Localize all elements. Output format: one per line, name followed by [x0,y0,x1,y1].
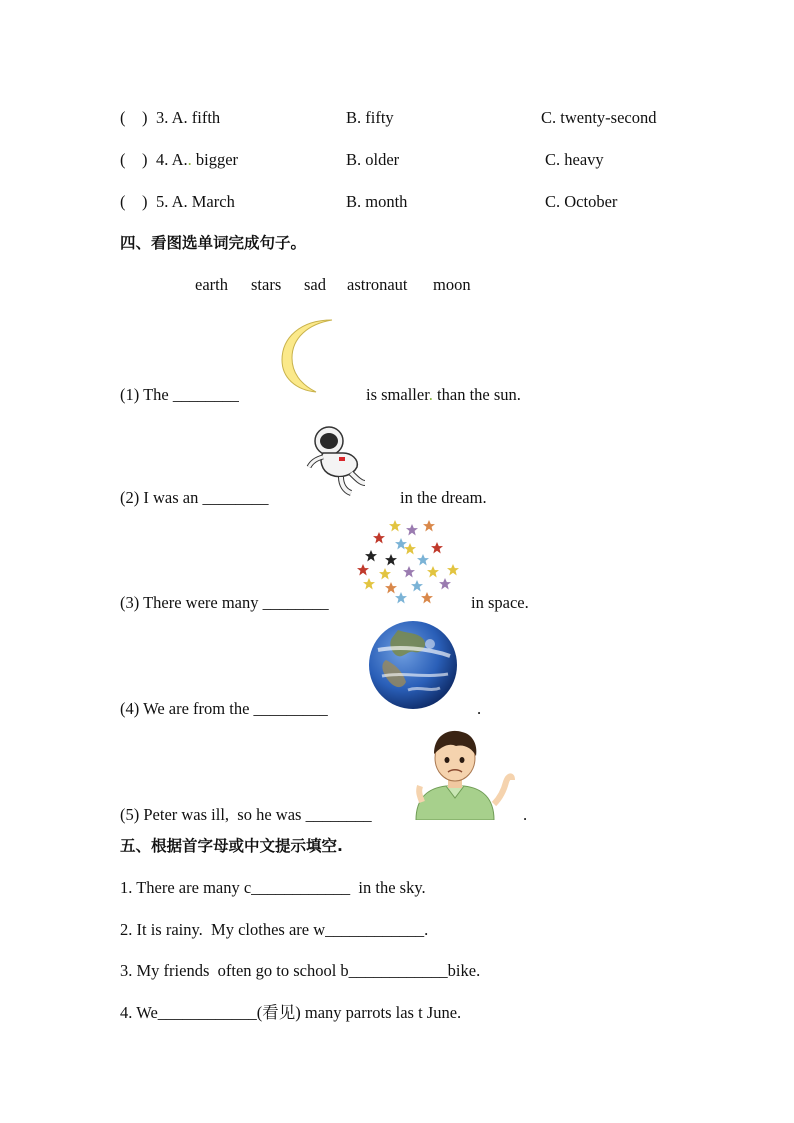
sad-boy-icon [402,724,516,820]
sentence-5-start: (5) Peter was ill, so he was ________ [120,805,372,824]
sentence-4-start: (4) We are from the _________ [120,699,328,718]
mark-dot: . [428,385,433,404]
fill-item-2: 2. It is rainy. My clothes are w____________. [120,920,429,939]
sentence-2-end: in the dream. [400,488,487,507]
word-bank-sad: sad [304,275,326,294]
astronaut-icon [305,423,373,497]
mc-option-b-3: B. fifty [346,108,394,127]
mc-option-a-4 [156,150,238,170]
mc-option-b-4: B. older [346,150,400,169]
mc-option-a-4-word: bigger [195,150,239,169]
word-bank-earth: earth [195,275,228,294]
sentence-2-start: (2) I was an ________ [120,488,269,507]
fill-item-3: 3. My friends often go to school b____________bike. [120,961,481,980]
mc-option-a-3: 3. A. fifth [156,108,221,127]
stars-icon [355,514,465,606]
sentence-4-end: . [477,699,482,718]
word-bank-astronaut: astronaut [347,275,408,294]
word-bank-moon: moon [433,275,471,294]
moon-icon [270,316,342,394]
word-bank-stars: stars [251,275,282,294]
sentence-5-end: . [523,805,528,824]
section-4-title: 四、看图选单词完成句子。 [120,234,307,252]
sentence-1-end [366,385,521,405]
mc-paren-3[interactable]: ( ) [120,108,148,127]
mc-option-c-5: C. October [545,192,618,211]
section-5-title: 五、根据首字母或中文提示填空. [120,837,343,855]
mc-option-b-5: B. month [346,192,408,211]
mc-paren-4[interactable]: ( ) [120,150,148,169]
mark-dot: . [187,150,192,169]
sentence-3-start: (3) There were many ________ [120,593,329,612]
mc-option-c-4: C. heavy [545,150,604,169]
mc-option-c-3: C. twenty-second [541,108,657,127]
mc-option-a-4-prefix: 4. A. [156,150,188,169]
mc-option-a-5: 5. A. March [156,192,235,211]
sentence-1-start: (1) The ________ [120,385,239,404]
sentence-3-end: in space. [471,593,529,612]
fill-item-1: 1. There are many c____________ in the sky. [120,878,426,897]
sentence-1-tail: than the sun. [437,385,521,404]
fill-item-4: 4. We____________(看见) many parrots las t June. [120,1003,462,1022]
earth-icon [368,620,458,710]
mc-paren-5[interactable]: ( ) [120,192,148,211]
sentence-1-mid: is smaller [366,385,429,404]
